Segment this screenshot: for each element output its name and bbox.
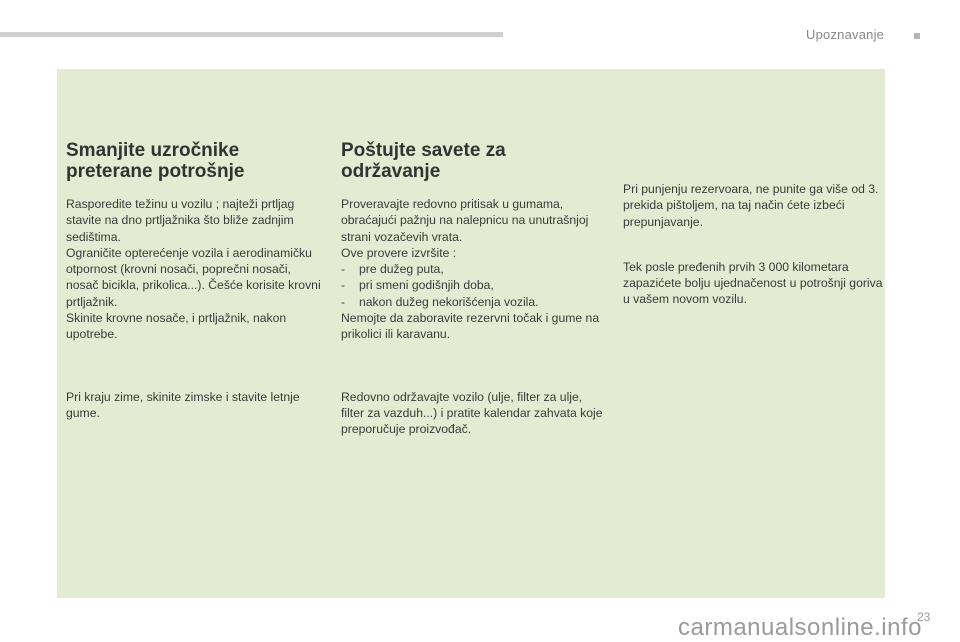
list-item: - pre dužeg puta, [341,262,444,277]
paragraph-weight: Rasporedite težinu u vozilu ; najteži prtljag stavite na dno prtljažnika što bliže zadnjim sedištima. [66,197,295,244]
watermark: carmanualsonline.info [678,614,922,641]
paragraph-roof-racks: Skinite krovne nosače, i prtljažnik, nakon upotrebe. [66,311,287,342]
heading-maintenance: Poštujte savete za održavanje [341,140,506,182]
paragraph-checks-intro: Ove provere izvršite : [341,245,457,260]
column-fuel [623,181,883,308]
paragraph-load: Ograničite opterećenje vozila i aerodinamičku otpornost (krovni nosači, poprečni nosači, nosač bicikla, prikolica...). Češće korisite krovni prtljažnik. [66,245,321,309]
paragraph-refuelling: Pri punjenju rezervoara, ne punite ga više od 3. prekida pištoljem, na taj način ćete izbeći prepunjavanje. [623,182,879,229]
section-marker [914,33,920,39]
list-item: - pri smeni godišnjih doba, [341,278,494,293]
paragraph-tyre-pressure: Proveravajte redovno pritisak u gumama, obraćajući pažnju na nalepnicu na unutrašnjoj strani vozačevih vrata. [341,197,589,244]
paragraph-servicing: Redovno održavajte vozilo (ulje, filter za ulje, filter za vazduh...) i pratite kalendar zahvata koje preporučuje proizvođač. [341,389,603,437]
paragraph-running-in: Tek posle pređenih prvih 3 000 kilometara zapazićete bolju ujednačenost u potrošnji goriva u vašem novom vozilu. [623,259,883,307]
section-title: Upoznavanje [806,27,885,42]
paragraph-tyres: Pri kraju zime, skinite zimske i stavite letnje gume. [66,389,300,420]
column-maintenance [341,140,603,438]
column-consumption [66,140,326,421]
list-item: - nakon dužeg nekorišćenja vozila. [341,294,539,309]
page-number: 23 [917,610,931,624]
paragraph-spare-wheel: Nemojte da zaboravite rezervni točak i gume na prikolici ili karavanu. [341,311,600,342]
header-rule [0,32,503,37]
heading-reduce-consumption: Smanjite uzročnike preterane potrošnje [66,140,245,182]
